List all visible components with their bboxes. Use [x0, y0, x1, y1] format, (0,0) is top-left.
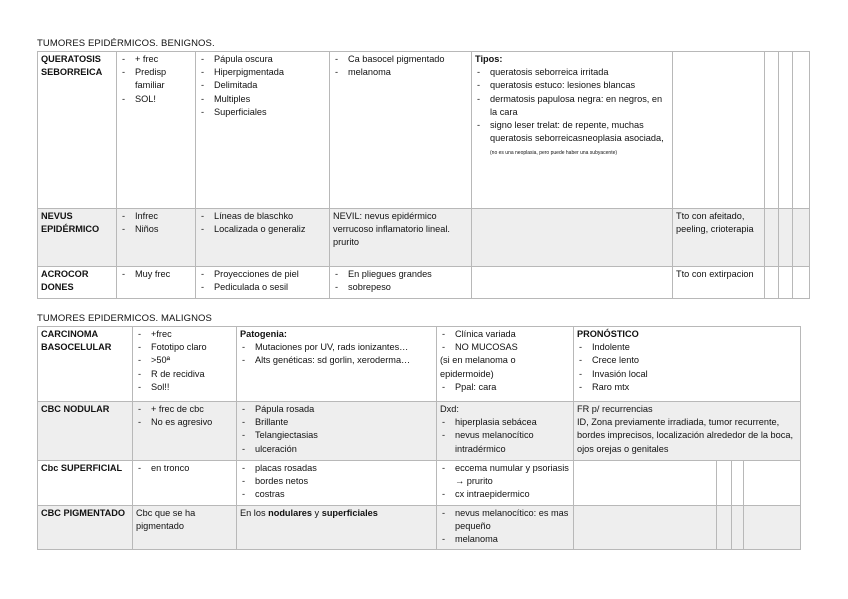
- carcinoma-name: CARCINOMA BASOCELULAR: [38, 327, 133, 402]
- superficial-name: Cbc SUPERFICIAL: [38, 461, 133, 506]
- list-item: - Infrec: [120, 210, 192, 223]
- pigmentado-pre: En los: [240, 508, 269, 518]
- list-item: - Muy frec: [120, 268, 192, 281]
- pigmentado-desc: Cbc que se ha pigmentado: [133, 506, 237, 550]
- list-item: - Ppal: cara: [440, 381, 570, 394]
- tipos-label: Tipos:: [475, 54, 503, 64]
- pigmentado-mid: y: [312, 508, 322, 518]
- benign-table: [37, 51, 810, 299]
- list-item: - Predisp familiar: [120, 66, 192, 92]
- list-item: - Pápula rosada: [240, 403, 433, 416]
- malign-table-bottom: [37, 460, 801, 550]
- acrocor-tto: Tto con extirpacion: [673, 267, 765, 299]
- pigmentado-nodulares: nodulares: [268, 508, 312, 518]
- list-item: - NO MUCOSAS: [440, 341, 570, 354]
- list-item: - SOL!: [120, 93, 192, 106]
- list-item: - Indolente: [577, 341, 797, 354]
- list-item: - Raro mtx: [577, 381, 797, 394]
- list-item: - R de recidiva: [136, 368, 233, 381]
- nevil-note: NEVIL: nevus epidérmico verrucoso inflamatorio lineal. prurito: [330, 209, 472, 267]
- list-item: - Multiples: [199, 93, 326, 106]
- pigmentado-row: [38, 506, 801, 550]
- list-item: - Telangiectasias: [240, 429, 433, 442]
- list-item: - placas rosadas: [240, 462, 433, 475]
- queratosis-name: QUERATOSIS SEBORREICA: [38, 52, 117, 209]
- list-item: - dermatosis papulosa negra: en negros, en la cara: [475, 93, 669, 119]
- list-item: - eccema numular y psoriasis → prurito: [440, 462, 570, 488]
- list-item: - en tronco: [136, 462, 233, 475]
- benign-section-title: TUMORES EPIDÉRMICOS. BENIGNOS.: [37, 38, 215, 49]
- malign-section-title: TUMORES EPIDERMICOS. MALIGNOS: [37, 313, 212, 324]
- list-item: - Ca basocel pigmentado: [333, 53, 468, 66]
- dxd-label: Dxd:: [440, 404, 459, 414]
- list-item: - Hiperpigmentada: [199, 66, 326, 79]
- list-item: - Crece lento: [577, 354, 797, 367]
- list-item: - Alts genéticas: sd gorlin, xeroderma…: [240, 354, 433, 367]
- pigmentado-superficiales: superficiales: [321, 508, 378, 518]
- list-item: [475, 119, 669, 159]
- list-item: - No es agresivo: [136, 416, 233, 429]
- list-item: - Mutaciones por UV, rads ionizantes…: [240, 341, 433, 354]
- pigmentado-name: CBC PIGMENTADO: [38, 506, 133, 550]
- list-item: - bordes netos: [240, 475, 433, 488]
- list-item: - Brillante: [240, 416, 433, 429]
- tipos-last-text: signo leser trelat: de repente, muchas queratosis seborreicasneoplasia asociada,: [490, 120, 664, 144]
- list-item: - Proyecciones de piel: [199, 268, 326, 281]
- list-item: - Invasión local: [577, 368, 797, 381]
- list-item: - Sol!!: [136, 381, 233, 394]
- list-item: - Fototipo claro: [136, 341, 233, 354]
- list-item: - melanoma: [440, 533, 570, 546]
- list-item: - Pediculada o sesil: [199, 281, 326, 294]
- list-item: - Clínica variada: [440, 328, 570, 341]
- pronostico-label: PRONÓSTICO: [577, 329, 639, 339]
- list-item: - Localizada o generaliz: [199, 223, 326, 236]
- list-item: - costras: [240, 488, 433, 501]
- patogenia-label: Patogenia:: [240, 329, 287, 339]
- list-item: - +frec: [136, 328, 233, 341]
- list-item: - hiperplasia sebácea: [440, 416, 570, 429]
- list-item: - Niños: [120, 223, 192, 236]
- list-item: - ulceración: [240, 443, 433, 456]
- list-item: - sobrepeso: [333, 281, 468, 294]
- id-text: ID, Zona previamente irradiada, tumor recurrente, bordes imprecisos, localización alrededor de la boca, ojos orejas o genitales: [577, 417, 794, 454]
- list-item: - Superficiales: [199, 106, 326, 119]
- clinica-plain: (si en melanoma o epidermoide): [440, 355, 516, 379]
- list-item: - + frec de cbc: [136, 403, 233, 416]
- nevus-name: NEVUS EPIDÉRMICO: [38, 209, 117, 267]
- list-item: - melanoma: [333, 66, 468, 79]
- list-item: - cx intraepidermico: [440, 488, 570, 501]
- list-item: - queratosis seborreica irritada: [475, 66, 669, 79]
- malign-table-top: [37, 326, 801, 461]
- queratosis-row: [38, 52, 810, 209]
- nevus-tto: Tto con afeitado, peeling, crioterapia: [673, 209, 765, 267]
- list-item: - nevus melanocítico intradérmico: [440, 429, 570, 455]
- list-item: - Pápula oscura: [199, 53, 326, 66]
- list-item: - Líneas de blaschko: [199, 210, 326, 223]
- list-item: - Delimitada: [199, 79, 326, 92]
- nodular-row: [38, 402, 801, 461]
- tipos-note: (no es una neoplasia, pero puede haber una subyacente): [490, 150, 618, 157]
- list-item: - En pliegues grandes: [333, 268, 468, 281]
- superficial-row: [38, 461, 801, 506]
- carcinoma-row: [38, 327, 801, 402]
- nodular-name: CBC NODULAR: [38, 402, 133, 461]
- nevus-row: [38, 209, 810, 267]
- list-item: - >50ª: [136, 354, 233, 367]
- list-item: - queratosis estuco: lesiones blancas: [475, 79, 669, 92]
- acrocor-name: ACROCOR DONES: [38, 267, 117, 299]
- acrocor-row: [38, 267, 810, 299]
- fr-text: FR p/ recurrencias: [577, 404, 653, 414]
- list-item: - nevus melanocítico: es mas pequeño: [440, 507, 570, 533]
- list-item: - + frec: [120, 53, 192, 66]
